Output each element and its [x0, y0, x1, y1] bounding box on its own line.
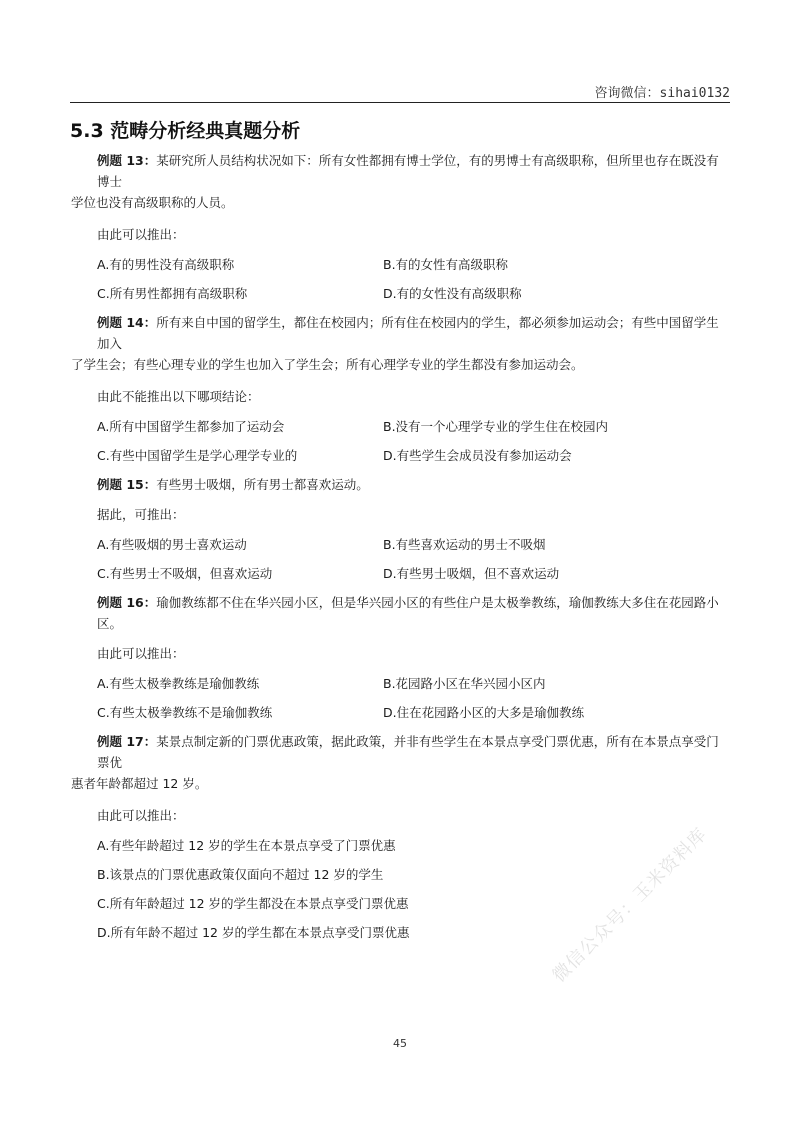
option-d: D.住在花园路小区的大多是瑜伽教练	[383, 705, 585, 720]
option-b: B.花园路小区在华兴园小区内	[383, 676, 546, 691]
example-text-line1: 某研究所人员结构状况如下：所有女性都拥有博士学位，有的男博士有高级职称，但所里也存在既没有博士	[97, 153, 719, 189]
example-text-line2: 学位也没有高级职称的人员。	[71, 195, 234, 210]
option-row	[97, 283, 727, 304]
option-row	[97, 416, 727, 437]
option-row	[97, 534, 727, 555]
option-b: B.有的女性有高级职称	[383, 257, 509, 272]
watermark-text: 微信公众号：玉米资料库	[548, 823, 712, 987]
option-c: C.有些男士不吸烟，但喜欢运动	[97, 566, 273, 581]
example-13	[71, 150, 727, 304]
example-text	[97, 731, 727, 773]
example-text	[97, 150, 727, 192]
option-b: B.有些喜欢运动的男士不吸烟	[383, 537, 546, 552]
section-title: 5.3 范畴分析经典真题分析	[70, 120, 301, 142]
option-row	[97, 563, 727, 584]
page-number: 45	[393, 1037, 407, 1050]
example-question: 据此，可推出：	[97, 507, 185, 522]
example-label: 例题 14：	[97, 315, 157, 330]
example-16	[97, 592, 727, 723]
option-a: A.有些太极拳教练是瑜伽教练	[97, 676, 260, 691]
option-d: D.所有年龄不超过 12 岁的学生都在本景点享受门票优惠	[97, 925, 410, 940]
example-text-line1: 有些男士吸烟，所有男士都喜欢运动。	[156, 477, 369, 492]
example-text-line2: 了学生会；有些心理专业的学生也加入了学生会；所有心理学专业的学生都没有参加运动会。	[71, 357, 584, 372]
option-row	[97, 673, 727, 694]
option-c: C.有些中国留学生是学心理学专业的	[97, 448, 298, 463]
example-text-line1: 所有来自中国的留学生，都住在校园内；所有住在校园内的学生，都必须参加运动会；有些中国留学生加入	[97, 315, 719, 351]
example-text-line1: 某景点制定新的门票优惠政策，据此政策，并非有些学生在本景点享受门票优惠，所有在本景点享受门票优	[97, 734, 719, 770]
document-body	[71, 150, 727, 951]
option-b: B.没有一个心理学专业的学生住在校园内	[383, 419, 609, 434]
option-row	[97, 702, 727, 723]
example-label: 例题 13：	[97, 153, 157, 168]
option-c: C.所有年龄超过 12 岁的学生都没在本景点享受门票优惠	[97, 896, 409, 911]
option-a: A.有些年龄超过 12 岁的学生在本景点享受了门票优惠	[97, 838, 396, 853]
example-14	[71, 312, 727, 466]
option-row	[97, 254, 727, 275]
option-d: D.有些男士吸烟，但不喜欢运动	[383, 566, 560, 581]
example-question: 由此可以推出：	[97, 808, 185, 823]
option-d: D.有些学生会成员没有参加运动会	[383, 448, 572, 463]
example-label: 例题 17：	[97, 734, 157, 749]
example-text	[97, 592, 727, 634]
option-d: D.有的女性没有高级职称	[383, 286, 522, 301]
example-label: 例题 15：	[97, 477, 157, 492]
option-a: A.有些吸烟的男士喜欢运动	[97, 537, 247, 552]
example-text-line1: 瑜伽教练都不住在华兴园小区，但是华兴园小区的有些住户是太极拳教练，瑜伽教练大多住在花园路小区。	[97, 595, 719, 631]
example-text	[97, 474, 727, 495]
example-question: 由此可以推出：	[97, 227, 185, 242]
option-c: C.有些太极拳教练不是瑜伽教练	[97, 705, 273, 720]
option-b: B.该景点的门票优惠政策仅面向不超过 12 岁的学生	[97, 867, 384, 882]
example-question: 由此可以推出：	[97, 646, 185, 661]
example-15	[97, 474, 727, 584]
example-question: 由此不能推出以下哪项结论：	[97, 389, 260, 404]
option-a: A.有的男性没有高级职称	[97, 257, 235, 272]
option-a: A.所有中国留学生都参加了运动会	[97, 419, 285, 434]
example-text	[97, 312, 727, 354]
header-divider	[70, 102, 730, 103]
example-label: 例题 16：	[97, 595, 157, 610]
option-c: C.所有男性都拥有高级职称	[97, 286, 248, 301]
page-header-contact: 咨询微信：sihai0132	[594, 86, 730, 101]
option-row	[97, 445, 727, 466]
example-text-line2: 惠者年龄都超过 12 岁。	[71, 776, 208, 791]
